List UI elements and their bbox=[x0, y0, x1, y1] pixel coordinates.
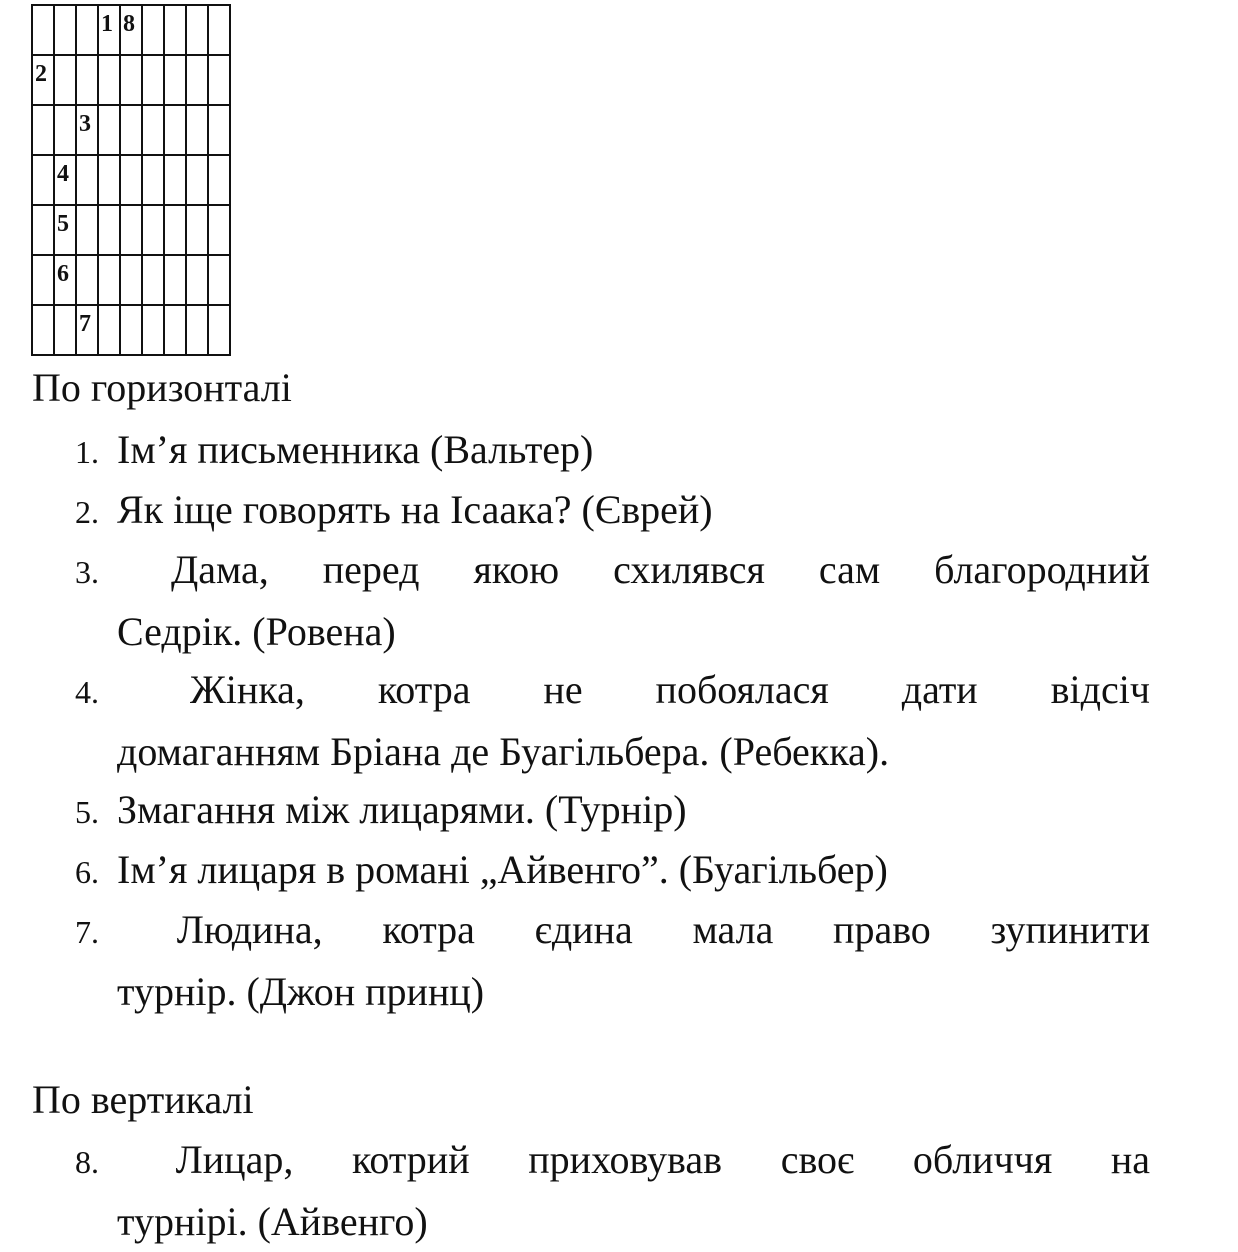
grid-cell bbox=[33, 156, 55, 206]
grid-cell bbox=[55, 106, 77, 156]
grid-cell bbox=[77, 306, 99, 356]
grid-cell bbox=[99, 156, 121, 206]
clue-across-1 bbox=[75, 420, 1150, 482]
crossword-grid bbox=[31, 4, 231, 356]
grid-cell bbox=[55, 56, 77, 106]
clue-number: 4. bbox=[75, 674, 99, 710]
grid-cell bbox=[33, 206, 55, 256]
grid-cell bbox=[121, 206, 143, 256]
clue-across-4 bbox=[75, 660, 1150, 782]
cell-number: 1 bbox=[101, 11, 113, 37]
grid-cell bbox=[121, 106, 143, 156]
grid-cell bbox=[55, 156, 77, 206]
clue-number: 5. bbox=[75, 794, 99, 830]
grid-cell bbox=[209, 56, 231, 106]
grid-cell bbox=[77, 256, 99, 306]
grid-cell bbox=[143, 156, 165, 206]
grid-cell bbox=[99, 106, 121, 156]
grid-cell bbox=[99, 306, 121, 356]
cell-number: 7 bbox=[79, 311, 91, 337]
grid-cell bbox=[187, 56, 209, 106]
clue-text: Жінка, котра не побоялася дати відсіч bbox=[189, 667, 1151, 712]
grid-cell bbox=[209, 256, 231, 306]
grid-cell bbox=[187, 256, 209, 306]
grid-cell bbox=[165, 156, 187, 206]
grid-cell bbox=[187, 6, 209, 56]
grid-cell bbox=[165, 306, 187, 356]
grid-cell bbox=[77, 106, 99, 156]
clue-text: Змагання між лицарями. (Турнір) bbox=[117, 787, 687, 832]
down-title: По вертикалі bbox=[32, 1077, 254, 1122]
grid-cell bbox=[77, 206, 99, 256]
grid-cell bbox=[143, 206, 165, 256]
clue-text: Як іще говорять на Ісаака? (Єврей) bbox=[117, 487, 713, 532]
grid-cell bbox=[209, 206, 231, 256]
grid-cell bbox=[165, 6, 187, 56]
cell-number: 4 bbox=[57, 161, 69, 187]
grid-cell bbox=[209, 106, 231, 156]
cell-number: 8 bbox=[123, 11, 135, 37]
grid-cell bbox=[165, 256, 187, 306]
clue-text-continued: Седрік. (Ровена) bbox=[117, 609, 396, 654]
clue-down-8 bbox=[75, 1130, 1150, 1252]
grid-cell bbox=[55, 306, 77, 356]
grid-cell bbox=[55, 206, 77, 256]
grid-cell bbox=[77, 56, 99, 106]
clue-number: 8. bbox=[75, 1144, 99, 1180]
grid-cell bbox=[143, 6, 165, 56]
grid-cell bbox=[121, 306, 143, 356]
grid-cell bbox=[33, 106, 55, 156]
clue-across-2 bbox=[75, 480, 1150, 542]
grid-cell bbox=[77, 6, 99, 56]
clue-text-continued: турнірі. (Айвенго) bbox=[117, 1199, 428, 1244]
clue-number: 6. bbox=[75, 854, 99, 890]
cell-number: 6 bbox=[57, 261, 69, 287]
cell-number: 5 bbox=[57, 211, 69, 237]
grid-cell bbox=[121, 256, 143, 306]
clue-across-7 bbox=[75, 900, 1150, 1022]
grid-cell bbox=[143, 106, 165, 156]
grid-cell bbox=[33, 56, 55, 106]
grid-cell bbox=[33, 306, 55, 356]
clue-text: Лицар, котрий приховував своє обличчя на bbox=[175, 1137, 1151, 1182]
clue-text-continued: домаганням Бріана де Буагільбера. (Ребекка). bbox=[117, 729, 890, 774]
clue-text: Дама, перед якою схилявся сам благородний bbox=[170, 547, 1151, 592]
grid-cell bbox=[209, 6, 231, 56]
grid-cell bbox=[143, 56, 165, 106]
grid-cell bbox=[99, 56, 121, 106]
clue-text: Людина, котра єдина мала право зупинити bbox=[176, 907, 1150, 952]
grid-cell bbox=[121, 156, 143, 206]
clue-across-6 bbox=[75, 840, 1150, 902]
grid-cell bbox=[33, 6, 55, 56]
clue-text: Ім’я письменника (Вальтер) bbox=[117, 427, 594, 472]
clue-number: 7. bbox=[75, 914, 99, 950]
grid-cell bbox=[209, 306, 231, 356]
grid-cell bbox=[187, 206, 209, 256]
grid-cell bbox=[143, 306, 165, 356]
grid-cell bbox=[55, 256, 77, 306]
grid-cell bbox=[33, 256, 55, 306]
grid-cell bbox=[99, 206, 121, 256]
grid-cell bbox=[165, 106, 187, 156]
clue-across-5 bbox=[75, 780, 1150, 842]
grid-cell bbox=[77, 156, 99, 206]
grid-cell bbox=[121, 6, 143, 56]
grid-cell bbox=[187, 306, 209, 356]
clue-number: 3. bbox=[75, 554, 99, 590]
grid-cell bbox=[165, 56, 187, 106]
cell-number: 2 bbox=[35, 61, 47, 87]
grid-cell bbox=[187, 106, 209, 156]
grid-cell bbox=[187, 156, 209, 206]
clue-number: 1. bbox=[75, 434, 99, 470]
grid-cell bbox=[99, 256, 121, 306]
clue-text: Ім’я лицаря в романі „Айвенго”. (Буагільбер) bbox=[117, 847, 888, 892]
grid-cell bbox=[165, 206, 187, 256]
across-title: По горизонталі bbox=[32, 365, 292, 410]
clue-text-continued: турнір. (Джон принц) bbox=[117, 969, 485, 1014]
grid-cell bbox=[143, 256, 165, 306]
clue-across-3 bbox=[75, 540, 1150, 662]
grid-cell bbox=[209, 156, 231, 206]
grid-cell bbox=[99, 6, 121, 56]
grid-cell bbox=[55, 6, 77, 56]
grid-cell bbox=[121, 56, 143, 106]
clue-number: 2. bbox=[75, 494, 99, 530]
cell-number: 3 bbox=[79, 111, 91, 137]
